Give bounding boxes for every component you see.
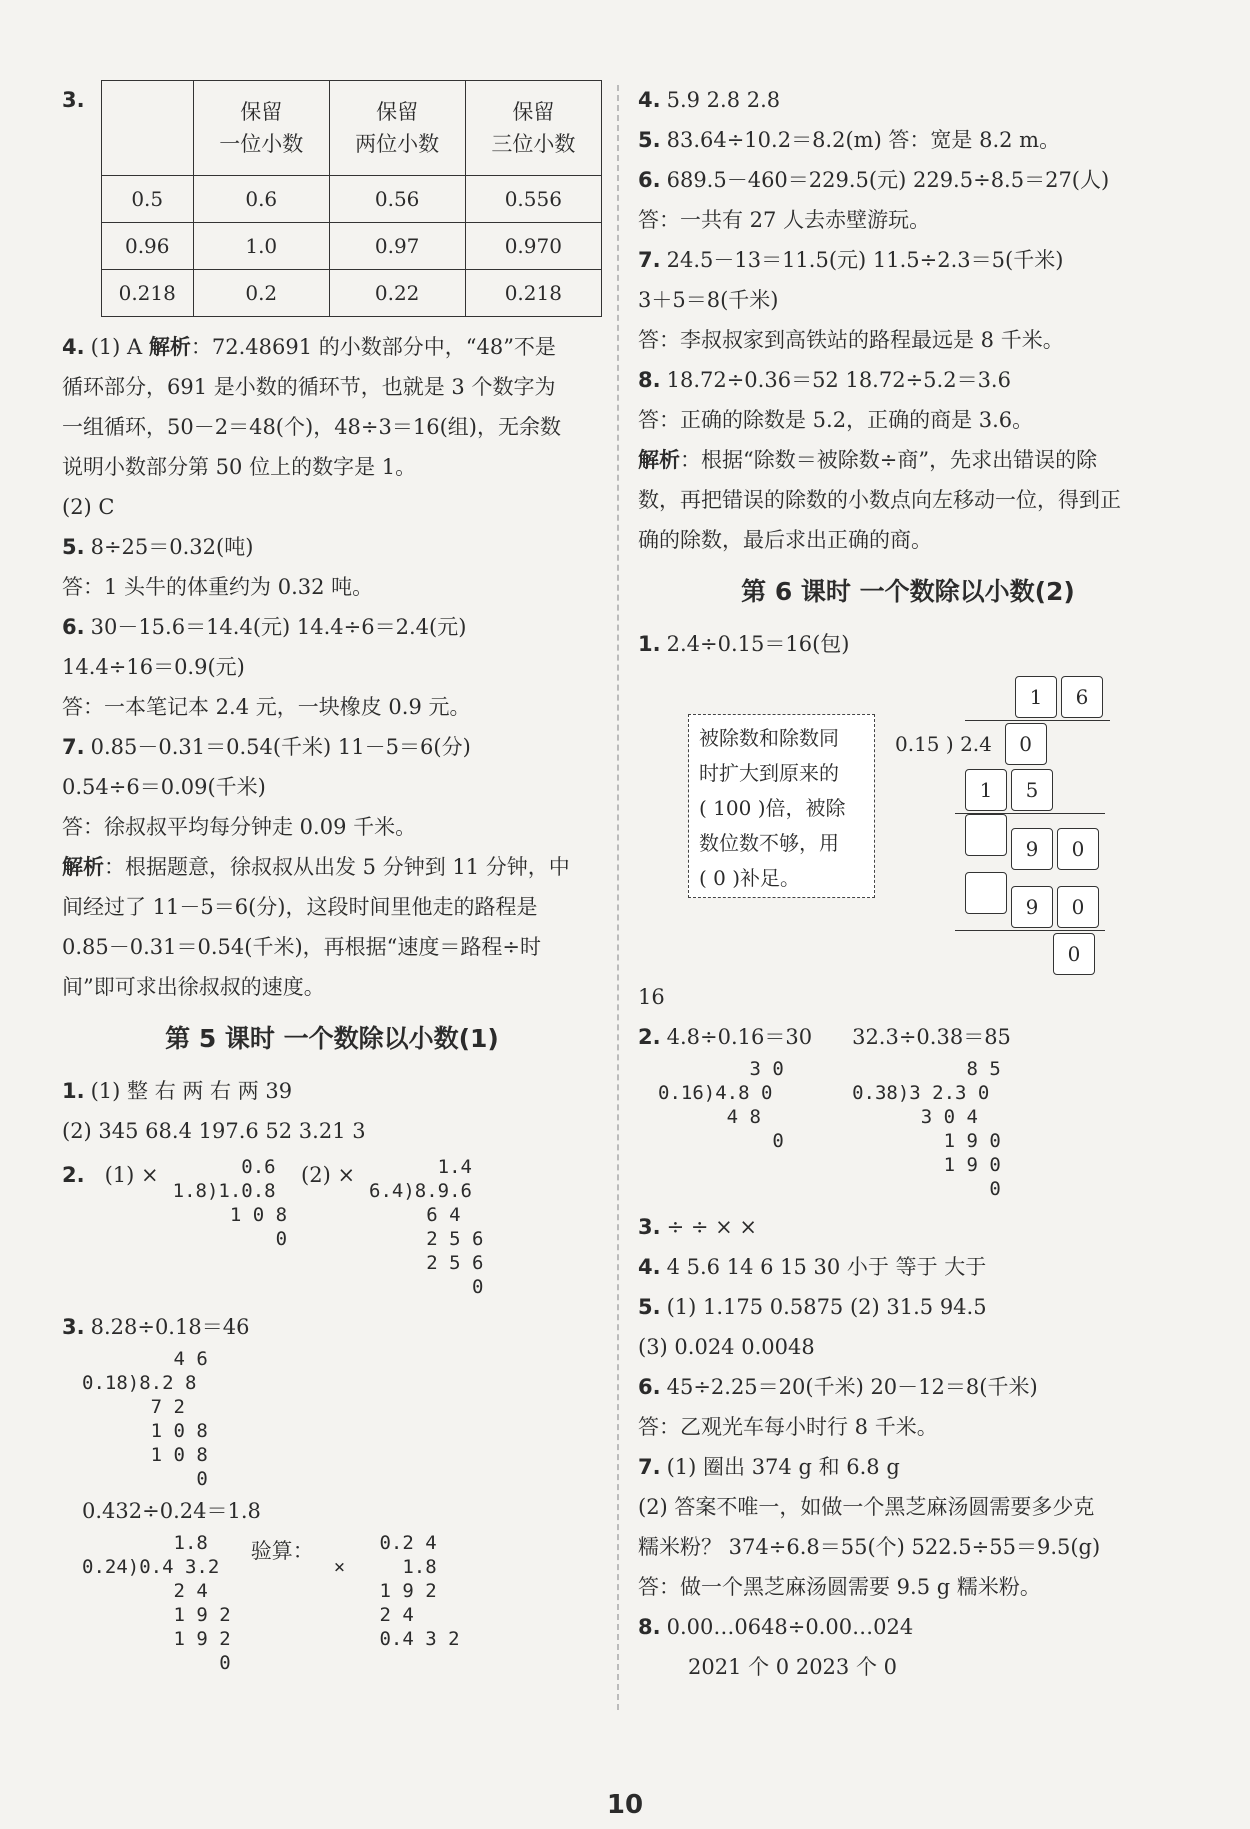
q5-text: 8÷25＝0.32(吨) [90, 535, 254, 559]
l6q3-text: ÷ ÷ × × [666, 1215, 758, 1239]
table-cell: 0.218 [465, 270, 601, 317]
rq8-line1 [638, 360, 1178, 400]
l5q3-line2: 0.432÷0.24＝1.8 [82, 1499, 261, 1523]
table-cell: 0.556 [465, 176, 601, 223]
q8-text: ：根据“除数＝被除数÷商”，先求出错误的除 [680, 448, 1098, 472]
l6q2-block [638, 1017, 1178, 1201]
answer-box: 0 [1005, 723, 1047, 765]
analysis-label: 解析 [638, 448, 680, 472]
rq8-line3 [638, 440, 1178, 480]
q7-line7: 间”即可求出徐叔叔的速度。 [62, 975, 325, 999]
table-cell: 0.970 [465, 223, 601, 270]
l5q3-label: 3. [62, 1315, 85, 1339]
l6q5-label: 5. [638, 1295, 661, 1319]
table-cell: 0.96 [101, 223, 193, 270]
note-line: 数位数不够，用 [699, 831, 839, 855]
l5q3-line1 [62, 1307, 602, 1347]
l6q5-line2: (3) 0.024 0.0048 [638, 1335, 815, 1359]
q7-label: 7. [62, 735, 85, 759]
table-header: 保留 一位小数 [193, 81, 329, 176]
q7-label: 7. [638, 248, 661, 272]
analysis-label: 解析 [62, 855, 104, 879]
l6q6-label: 6. [638, 1375, 661, 1399]
note-line: ( 100 )倍，被除 [699, 796, 846, 820]
q7-text: 24.5－13＝11.5(元) 11.5÷2.3＝5(千米) [666, 248, 1064, 272]
q6-line2: 14.4÷16＝0.9(元) [62, 655, 245, 679]
table-row [101, 223, 601, 270]
note-line: 时扩大到原来的 [699, 761, 839, 785]
l6q7-line1 [638, 1447, 1178, 1487]
l6q8-text: 0.00…0648÷0.00…024 [666, 1615, 914, 1639]
lesson6-title: 第 6 课时 一个数除以小数(2) [741, 577, 1075, 606]
table-cell: 0.218 [101, 270, 193, 317]
l5q2-a: (1) × [104, 1163, 159, 1187]
lesson5-title: 第 5 课时 一个数除以小数(1) [165, 1024, 499, 1053]
l6q1-line1 [638, 624, 1178, 664]
rounding-table [101, 80, 602, 317]
l6q4-line1 [638, 1247, 1178, 1287]
divisor: 0.15 [895, 732, 940, 756]
dividend: 2.4 [960, 732, 992, 756]
l5q3-block2 [82, 1531, 602, 1675]
l6q2-line-a [638, 1017, 812, 1057]
box-division: 1 6 0.15 ) 2.4 0 1 5 9 0 9 0 0 [895, 674, 1110, 977]
q5-text: 83.64÷10.2＝8.2(m) 答：宽是 8.2 m。 [666, 128, 1061, 152]
q3-label: 3. [62, 88, 85, 112]
q5-label: 5. [62, 535, 85, 559]
rq8-line5: 确的除数，最后求出正确的商。 [638, 528, 932, 552]
answer-box: 6 [1061, 676, 1103, 718]
l5q1-line1 [62, 1071, 602, 1111]
right-column [638, 80, 1178, 1687]
q8-text: 18.72÷0.36＝52 18.72÷5.2＝3.6 [666, 368, 1011, 392]
q4-answer: (1) A [90, 335, 149, 359]
answer-box [965, 814, 1007, 856]
rq4-line1 [638, 80, 1178, 120]
q4-line1 [62, 327, 602, 367]
table-cell: 0.97 [329, 223, 465, 270]
l6q7-text: (1) 圈出 374 g 和 6.8 g [666, 1455, 900, 1479]
l6q6-line2: 答：乙观光车每小时行 8 千米。 [638, 1415, 938, 1439]
rq5-line1 [638, 120, 1178, 160]
answer-box: 0 [1053, 933, 1095, 975]
l5q1-text: (1) 整 右 两 右 两 39 [90, 1079, 293, 1103]
rq7-line1 [638, 240, 1178, 280]
table-cell: 0.5 [101, 176, 193, 223]
l6q7-label: 7. [638, 1455, 661, 1479]
l5q2-block [62, 1155, 602, 1299]
answer-box: 1 [965, 769, 1007, 811]
l6q2-text: 4.8÷0.16＝30 [666, 1025, 813, 1049]
l6q8-line2: 2021 个 0 2023 个 0 [688, 1655, 897, 1679]
q7-line6: 0.85－0.31＝0.54(千米)，再根据“速度＝路程÷时 [62, 935, 541, 959]
l6q8-line1 [638, 1607, 1178, 1647]
l6q3-line1 [638, 1207, 1178, 1247]
column-divider [617, 85, 619, 1710]
table-cell: 1.0 [193, 223, 329, 270]
l6q4-text: 4 5.6 14 6 15 30 小于 等于 大于 [666, 1255, 987, 1279]
table-header: 保留 三位小数 [465, 81, 601, 176]
q7-text: ：根据题意，徐叔叔从出发 5 分钟到 11 分钟，中 [104, 855, 570, 879]
q5-line1 [62, 527, 602, 567]
table-header: 保留 两位小数 [329, 81, 465, 176]
rq8-line4: 数，再把错误的除数的小数点向左移动一位，得到正 [638, 488, 1121, 512]
l5q3-text: 8.28÷0.18＝46 [90, 1315, 250, 1339]
table-cell: 0.6 [193, 176, 329, 223]
l6q2-label: 2. [638, 1025, 661, 1049]
l5q1-line2: (2) 345 68.4 197.6 52 3.21 3 [62, 1119, 366, 1143]
check-label: 验算： [250, 1539, 314, 1563]
q4-text: 5.9 2.8 2.8 [666, 88, 781, 112]
table-cell: 0.2 [193, 270, 329, 317]
rq7-line3: 答：李叔叔家到高铁站的路程最远是 8 千米。 [638, 328, 1064, 352]
q6-line3: 答：一本笔记本 2.4 元，一块橡皮 0.9 元。 [62, 695, 471, 719]
q4-line3: 一组循环，50－2＝48(个)，48÷3＝16(组)，无余数 [62, 415, 561, 439]
analysis-label: 解析 [148, 335, 191, 359]
l6q7-line2: (2) 答案不唯一，如做一个黑芝麻汤圆需要多少克 [638, 1495, 1095, 1519]
long-division: 1.4 6.4)8.9.6 6 4 2 5 6 2 5 6 0 [369, 1156, 484, 1298]
q6-text: 689.5－460＝229.5(元) 229.5÷8.5＝27(人) [666, 168, 1110, 192]
table-row [101, 176, 601, 223]
rq8-line2: 答：正确的除数是 5.2，正确的商是 3.6。 [638, 408, 1034, 432]
q4-line2: 循环部分，691 是小数的循环节，也就是 3 个数字为 [62, 375, 556, 399]
page-number: 10 [606, 1790, 644, 1820]
table-header [101, 81, 193, 176]
q4-label: 4. [62, 335, 85, 359]
q6-label: 6. [62, 615, 85, 639]
q4-label: 4. [638, 88, 661, 112]
l6q7-line4: 答：做一个黑芝麻汤圆需要 9.5 g 糯米粉。 [638, 1575, 1041, 1599]
l6q1-answer: 16 [638, 985, 665, 1009]
q7-line5: 间经过了 11－5＝6(分)，这段时间里他走的路程是 [62, 895, 538, 919]
table-row [101, 270, 601, 317]
q8-label: 8. [638, 368, 661, 392]
l6q5-text: (1) 1.175 0.5875 (2) 31.5 94.5 [666, 1295, 987, 1319]
answer-box: 0 [1057, 886, 1099, 928]
q5-label: 5. [638, 128, 661, 152]
q4-text: ：72.48691 的小数部分中，“48”不是 [190, 335, 556, 359]
rq6-line1 [638, 160, 1178, 200]
long-division: 1.8 0.24)0.4 3.2 2 4 1 9 2 1 9 2 0 [82, 1532, 231, 1674]
long-division: 3 0 0.16)4.8 0 4 8 0 [658, 1058, 784, 1152]
long-division: 8 5 0.38)3 2.3 0 3 0 4 1 9 0 1 9 0 0 [852, 1058, 1001, 1200]
check-calculation: 0.2 4 × 1.8 1 9 2 2 4 0.4 3 2 [333, 1532, 460, 1650]
q7-text: 0.85－0.31＝0.54(千米) 11－5＝6(分) [90, 735, 471, 759]
q7-line1 [62, 727, 602, 767]
q4-line4: 说明小数部分第 50 位上的数字是 1。 [62, 455, 417, 479]
q3-block [62, 80, 602, 317]
long-division: 0.6 1.8)1.0.8 1 0 8 0 [172, 1156, 288, 1250]
l6q8-label: 8. [638, 1615, 661, 1639]
l6q1-label: 1. [638, 632, 661, 656]
table-cell: 0.56 [329, 176, 465, 223]
q5-line2: 答：1 头牛的体重约为 0.32 吨。 [62, 575, 374, 599]
q7-line4 [62, 847, 602, 887]
l5q1-label: 1. [62, 1079, 85, 1103]
l6q4-label: 4. [638, 1255, 661, 1279]
note-line: 被除数和除数同 [699, 726, 839, 750]
rq7-line2: 3＋5＝8(千米) [638, 288, 779, 312]
table-cell: 0.22 [329, 270, 465, 317]
l6q5-line1 [638, 1287, 1178, 1327]
l6q7-line3: 糯米粉？ 374÷6.8＝55(个) 522.5÷55＝9.5(g) [638, 1535, 1101, 1559]
answer-box: 0 [1057, 828, 1099, 870]
l6q6-line1 [638, 1367, 1178, 1407]
answer-box: 9 [1011, 828, 1053, 870]
l6q3-label: 3. [638, 1215, 661, 1239]
left-column [62, 80, 602, 1675]
answer-box: 1 [1015, 676, 1057, 718]
answer-box: 5 [1011, 769, 1053, 811]
q6-label: 6. [638, 168, 661, 192]
note-box [688, 714, 875, 898]
note-line: ( 0 )补足。 [699, 866, 801, 890]
q6-line1 [62, 607, 602, 647]
l5q2-label: 2. [62, 1163, 85, 1187]
answer-box: 9 [1011, 886, 1053, 928]
q7-line3: 答：徐叔叔平均每分钟走 0.09 千米。 [62, 815, 417, 839]
l6q1-block [688, 674, 1178, 977]
answer-box [965, 872, 1007, 914]
l6q6-text: 45÷2.25＝20(千米) 20－12＝8(千米) [666, 1375, 1038, 1399]
long-division: 4 6 0.18)8.2 8 7 2 1 0 8 1 0 8 0 [82, 1348, 208, 1490]
l5q2-b: (2) × [301, 1163, 356, 1187]
l6q1-text: 2.4÷0.15＝16(包) [666, 632, 850, 656]
q6-text: 30－15.6＝14.4(元) 14.4÷6＝2.4(元) [90, 615, 467, 639]
q4-line5: (2) C [62, 495, 115, 519]
l6q2-line-b: 32.3÷0.38＝85 [852, 1025, 1011, 1049]
rq6-line2: 答：一共有 27 人去赤壁游玩。 [638, 208, 931, 232]
q7-line2: 0.54÷6＝0.09(千米) [62, 775, 266, 799]
